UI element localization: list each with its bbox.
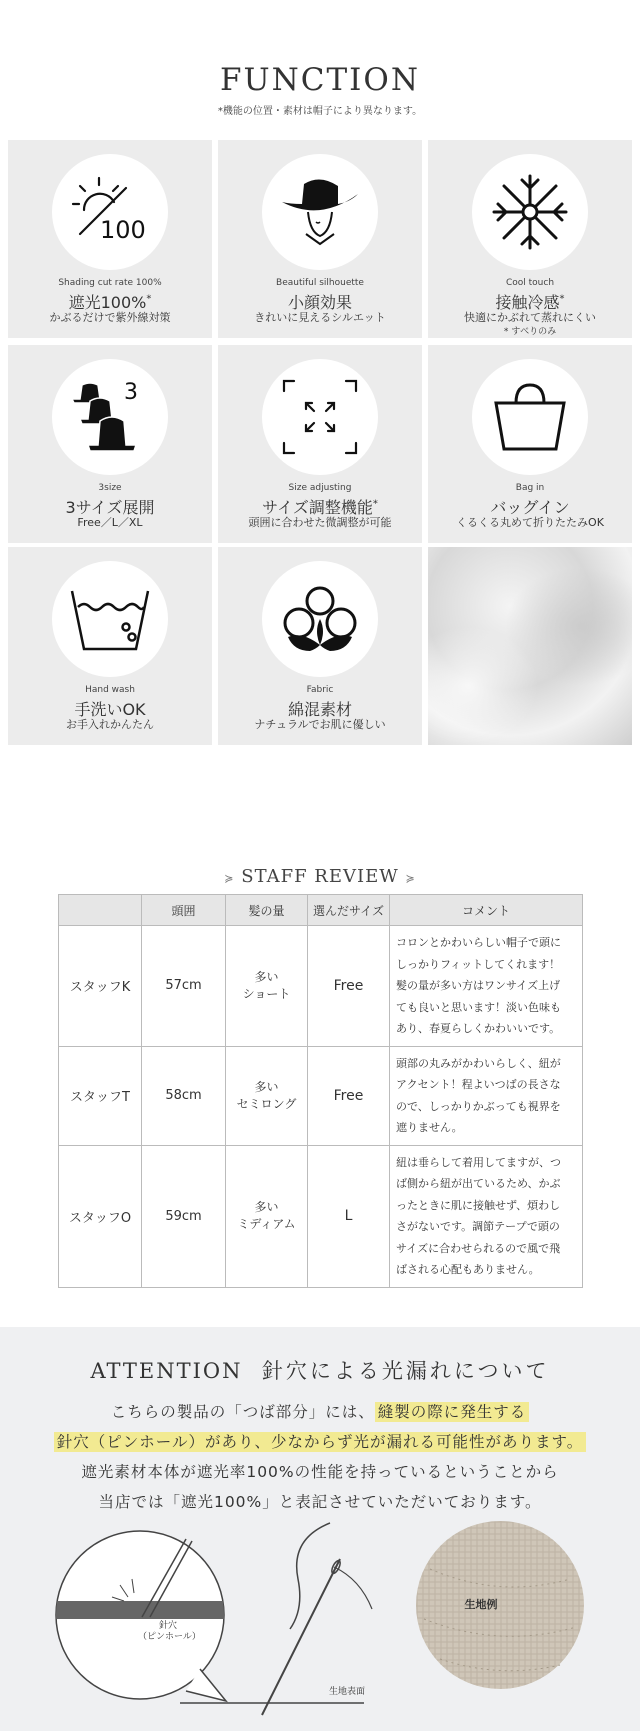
attention-body: こちらの製品の「つば部分」には、 縫製の際に発生する 針穴（ピンホール）があり、少なからず光が漏れる可能性があります。 遮光素材本体が遮光率100%の性能を持っているということから 当店では「遮光100%」と表記させていただいております。: [0, 1397, 640, 1517]
function-item-bag-in: [428, 345, 632, 543]
function-jp: サイズ調整機能*: [262, 498, 378, 517]
hair-amount: 多い ミディアム: [226, 1145, 308, 1287]
staff-review-title: ≽ STAFF REVIEW ≽: [224, 866, 416, 887]
function-jp: 手洗いOK: [74, 700, 146, 719]
pinhole-diagram: [0, 1519, 640, 1731]
comment: 紐は垂らして着用してますが、つ ば側から紐が出ているため、かぶ ったときに肌に接触せず、煩わし さがないです。調節テープで頭の サイズに合わせられるので風で飛 ばされる心配もありません。: [390, 1145, 583, 1287]
bag-icon: [490, 377, 570, 457]
function-note: *機能の位置・素材は帽子により異なります。: [217, 106, 423, 117]
cotton-icon: [280, 579, 360, 659]
function-en: Cool touch: [505, 278, 555, 288]
function-en: Size adjusting: [288, 483, 352, 493]
chevron-down-icon: ≽: [224, 872, 235, 885]
function-jp: 接触冷感*: [495, 293, 565, 312]
pinhole-illustration: [0, 1519, 640, 1731]
sample-label: 生地例: [464, 1598, 498, 1611]
chosen-size: Free: [308, 1046, 390, 1145]
table-header: 選んだサイズ: [308, 895, 390, 926]
function-jp: 綿混素材: [287, 700, 352, 719]
hand-wash-icon: [70, 579, 150, 659]
function-sub: お手入れかんたん: [66, 718, 154, 731]
comment: 頭部の丸みがかわいらしく、紐が アクセント！程よいつばの長さな ので、しっかりかぶっても視界を 遮りません。: [390, 1046, 583, 1145]
table-header-row: [59, 895, 583, 926]
function-sub: かぶるだけで紫外線対策: [49, 311, 171, 324]
table-row: [59, 1145, 583, 1287]
table-header: コメント: [390, 895, 583, 926]
chosen-size: Free: [308, 926, 390, 1047]
staff-name: スタッフO: [59, 1145, 142, 1287]
function-en: Shading cut rate 100%: [58, 278, 162, 288]
function-sub: ナチュラルでお肌に優しい: [254, 718, 386, 731]
hair-amount: 多い セミロング: [226, 1046, 308, 1145]
head-size: 59cm: [142, 1145, 226, 1287]
function-jp: バッグイン: [490, 498, 570, 517]
function-en: Bag in: [515, 483, 545, 493]
function-sub: くるくる丸めて折りたたみOK: [456, 516, 604, 529]
sun-shade-100-icon: [70, 172, 150, 252]
chevron-down-icon: ≽: [405, 872, 416, 885]
staff-name: スタッフK: [59, 926, 142, 1047]
function-en: Fabric: [306, 685, 334, 695]
function-sub: きれいに見えるシルエット: [254, 311, 386, 324]
chosen-size: L: [308, 1145, 390, 1287]
size-adjust-arrows-icon: [280, 377, 360, 457]
table-header: 髪の量: [226, 895, 308, 926]
function-item-fabric: [218, 547, 422, 745]
table-header: 頭囲: [142, 895, 226, 926]
function-sub: 快適にかぶれて蒸れにくい * すべりのみ: [464, 311, 596, 337]
function-en: Hand wash: [85, 685, 135, 695]
comment: コロンとかわいらしい帽子で頭に しっかりフィットしてくれます！ 髪の量が多い方はワンサイズ上げ ても良いと思います！淡い色味も あり、春夏らしくかわいいです。: [390, 926, 583, 1047]
function-item-silhouette: [218, 140, 422, 338]
three-text: 3: [124, 380, 138, 405]
table-row: [59, 926, 583, 1047]
attention-section: [0, 1327, 640, 1731]
hat-face-icon: [280, 172, 360, 252]
function-grid: [8, 140, 633, 745]
three-hats-icon: [70, 377, 150, 457]
attention-title: ATTENTION 針穴による光漏れについて: [90, 1359, 550, 1383]
function-en: 3size: [98, 483, 122, 493]
function-item-size-adjusting: [218, 345, 422, 543]
function-jp: 遮光100%*: [68, 293, 152, 312]
fabric-photo: [428, 547, 632, 745]
function-item-cool-touch: [428, 140, 632, 338]
head-size: 57cm: [142, 926, 226, 1047]
hair-amount: 多い ショート: [226, 926, 308, 1047]
function-sub: 頭囲に合わせた微調整が可能: [248, 516, 392, 529]
function-title: FUNCTION: [220, 62, 420, 98]
function-jp: 3サイズ展開: [65, 498, 155, 517]
table-header: [59, 895, 142, 926]
staff-name: スタッフT: [59, 1046, 142, 1145]
function-sub: Free／L／XL: [77, 516, 143, 529]
function-item-3size: [8, 345, 212, 543]
shade-100-text: 100: [100, 216, 146, 244]
snowflake-icon: [490, 172, 570, 252]
pinhole-label: 針穴 （ピンホール）: [138, 1621, 201, 1642]
surface-label: 生地表面: [328, 1687, 365, 1697]
table-row: [59, 1046, 583, 1145]
function-item-shading: [8, 140, 212, 338]
staff-review-table: [58, 894, 583, 1288]
head-size: 58cm: [142, 1046, 226, 1145]
function-jp: 小顔効果: [287, 293, 352, 312]
function-item-hand-wash: [8, 547, 212, 745]
function-en: Beautiful silhouette: [276, 278, 364, 288]
